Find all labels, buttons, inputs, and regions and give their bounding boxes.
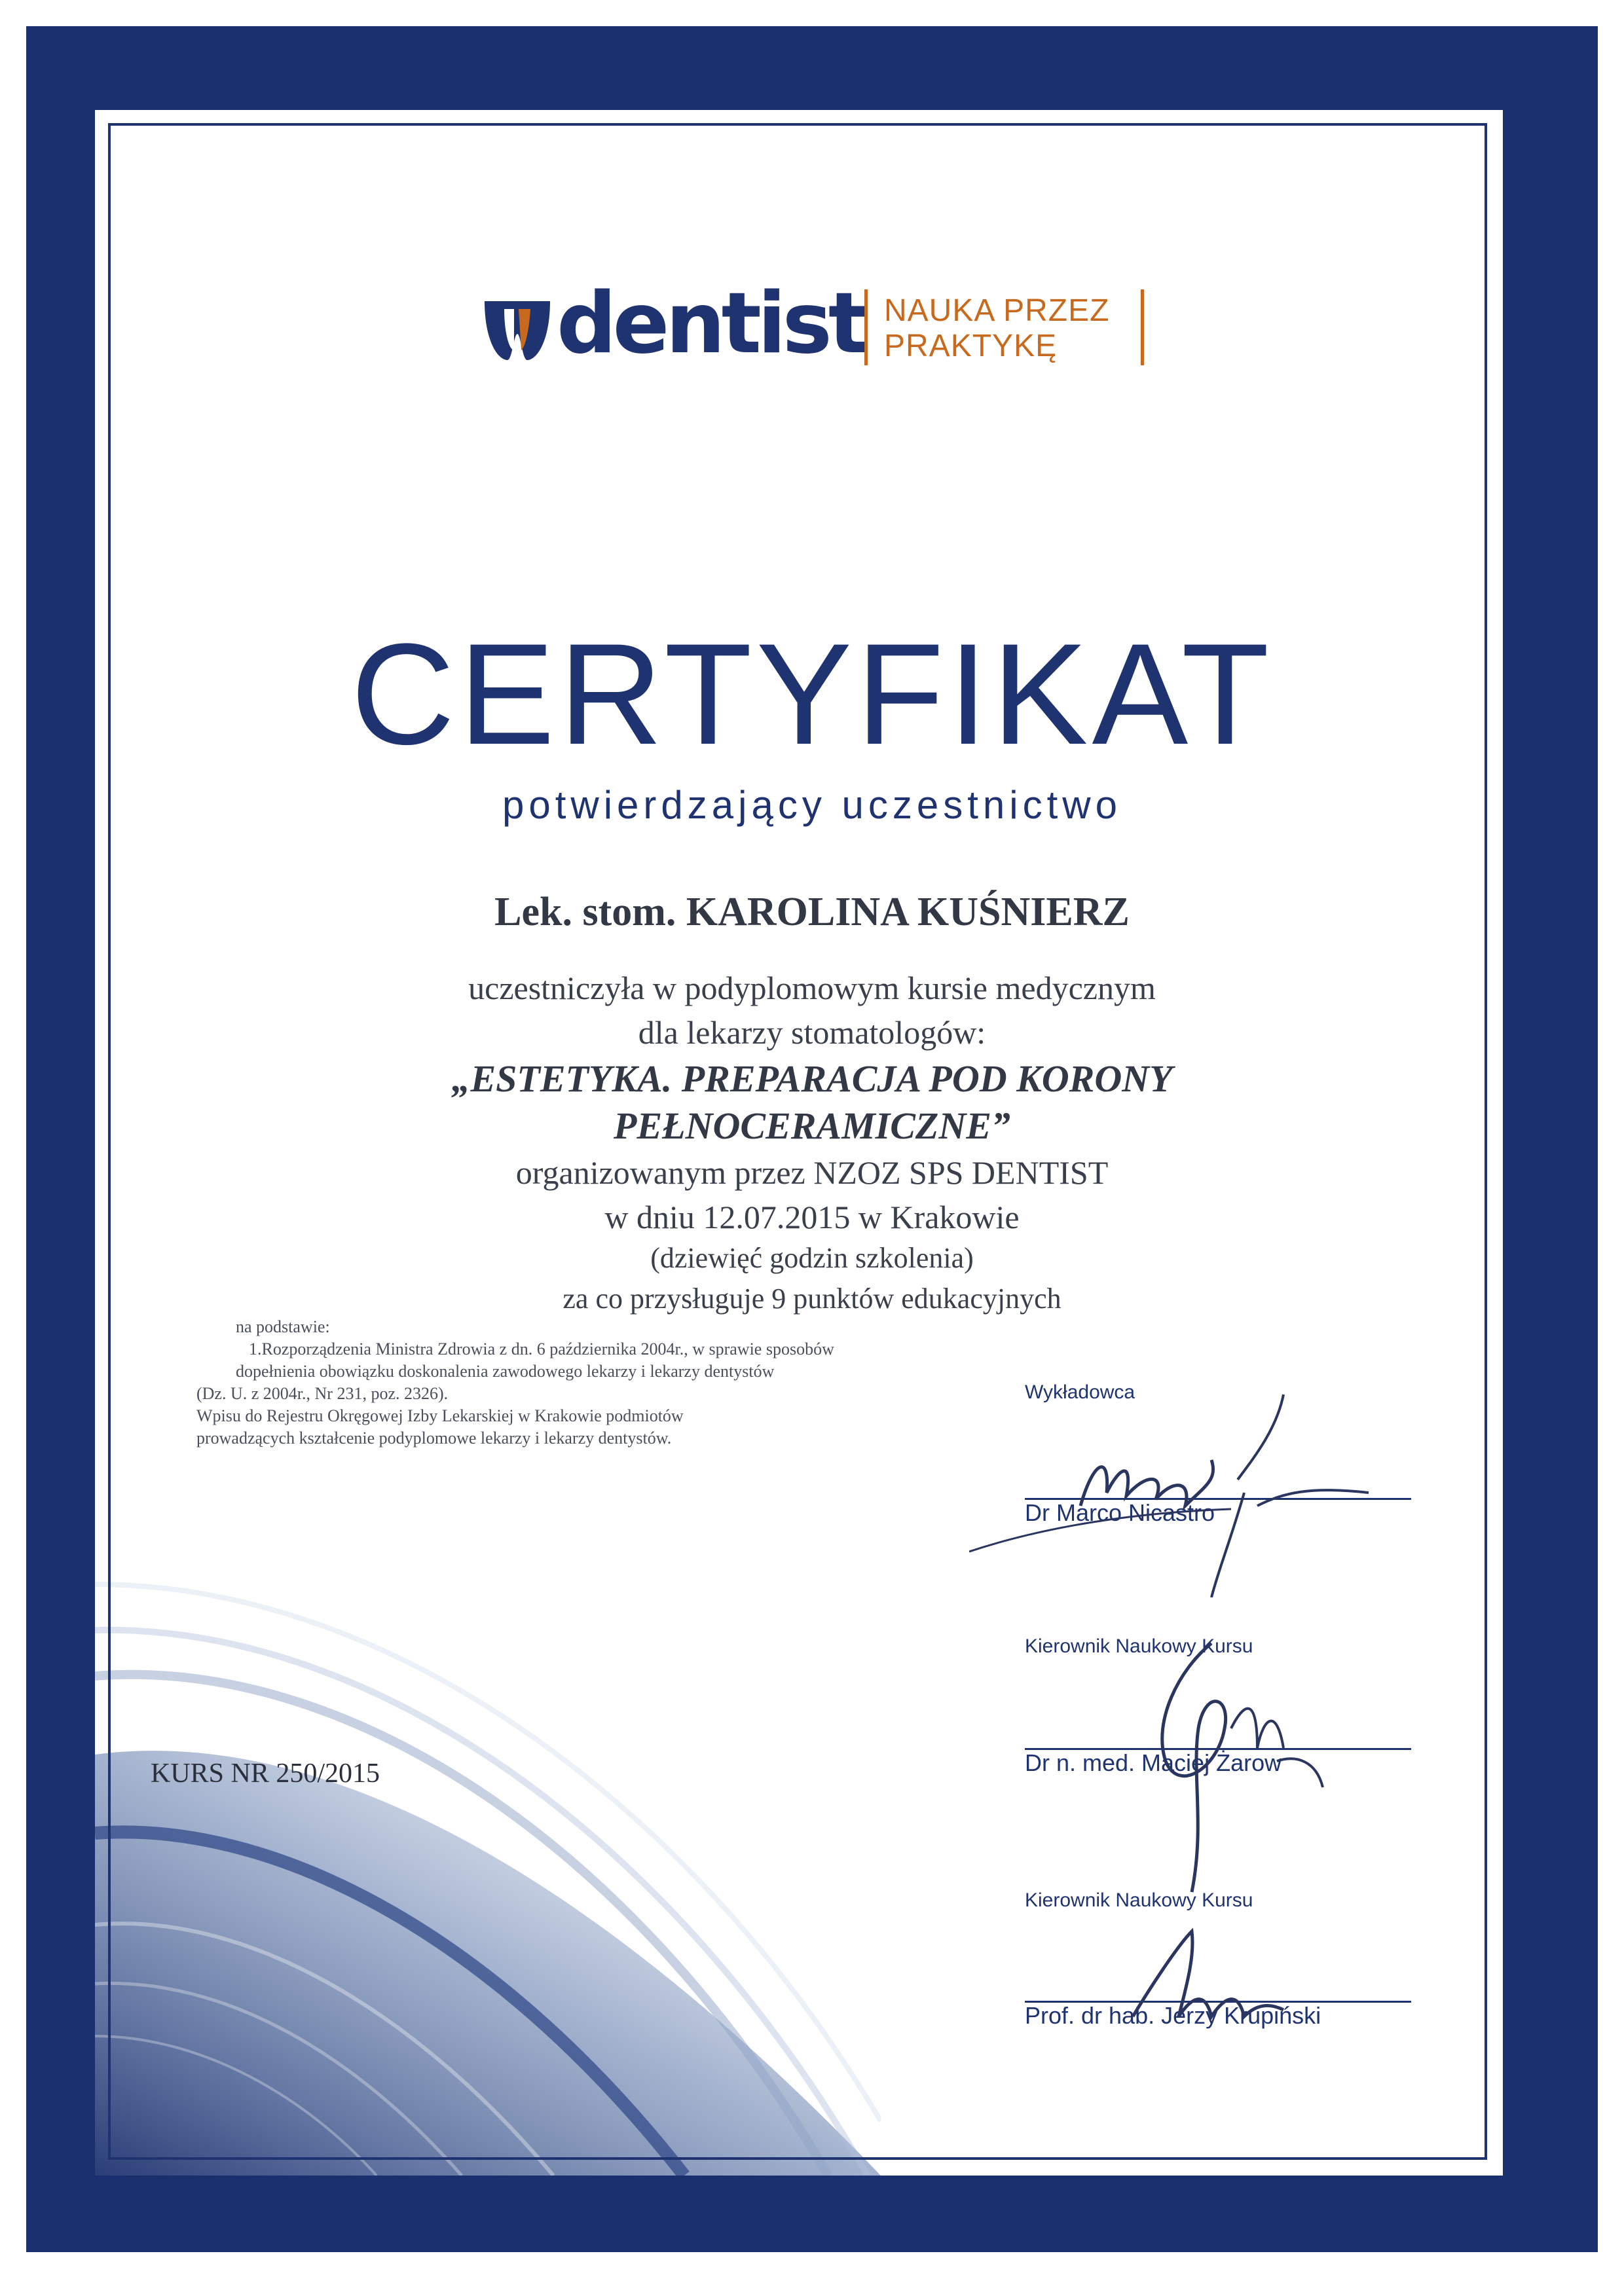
certificate-subtitle: potwierdzający uczestnictwo bbox=[502, 783, 1122, 827]
organizer-line: organizowanym przez NZOZ SPS DENTIST bbox=[515, 1154, 1109, 1191]
legal-basis-heading: na podstawie: bbox=[236, 1317, 330, 1336]
handwritten-signature-head-2 bbox=[1120, 1918, 1290, 2049]
decorative-swirl-graphic bbox=[95, 1558, 881, 2176]
date-place-line: w dniu 12.07.2015 w Krakowie bbox=[604, 1199, 1020, 1235]
points-line: za co przysługuje 9 punktów edukacyjnych bbox=[563, 1283, 1061, 1315]
course-number: KURS NR 250/2015 bbox=[151, 1758, 380, 1789]
signatory-name-lecturer: Dr Marco Nicastro bbox=[1025, 1499, 1215, 1526]
certificate-title: CERTYFIKAT bbox=[350, 613, 1274, 774]
logo-tagline bbox=[884, 293, 1109, 364]
handwritten-signature-lecturer bbox=[969, 1381, 1388, 1597]
course-title-line1: „ESTETYKA. PREPARACJA POD KORONY bbox=[451, 1057, 1173, 1100]
legal-basis-line: Wpisu do Rejestru Okręgowej Izby Lekarskiej w Krakowie podmiotów bbox=[196, 1406, 684, 1425]
participation-line: uczestniczyła w podyplomowym kursie medycznym bbox=[468, 970, 1156, 1006]
participant-name: Lek. stom. KAROLINA KUŚNIERZ bbox=[494, 890, 1130, 934]
logo-divider-right bbox=[1141, 289, 1144, 365]
signatory-name-head-2: Prof. dr hab. Jerzy Krupiński bbox=[1025, 2002, 1321, 2029]
legal-basis-line: 1.Rozporządzenia Ministra Zdrowia z dn. 6 października 2004r., w sprawie sposobów bbox=[249, 1339, 834, 1358]
legal-basis-line: dopełnienia obowiązku doskonalenia zawodowego lekarzy i lekarzy dentystów bbox=[236, 1362, 775, 1381]
legal-basis-line: (Dz. U. z 2004r., Nr 231, poz. 2326). bbox=[196, 1384, 449, 1403]
logo-tagline-line1: NAUKA PRZEZ bbox=[884, 293, 1110, 328]
tooth-logo-icon bbox=[478, 295, 557, 367]
legal-basis-line: prowadzących kształcenie podyplomowe lekarzy i lekarzy dentystów. bbox=[196, 1429, 672, 1448]
logo-divider-left bbox=[864, 289, 868, 365]
logo-tagline-line2: PRAKTYKĘ bbox=[884, 329, 1058, 363]
audience-line: dla lekarzy stomatologów: bbox=[638, 1014, 986, 1051]
signatory-role-head-2: Kierownik Naukowy Kursu bbox=[1025, 1889, 1253, 1911]
handwritten-signature-head-1 bbox=[1126, 1617, 1342, 1899]
signatory-name-head-1: Dr n. med. Maciej Żarow bbox=[1025, 1749, 1282, 1776]
course-title-line2: PEŁNOCERAMICZNE” bbox=[614, 1104, 1010, 1147]
hours-line: (dziewięć godzin szkolenia) bbox=[650, 1242, 974, 1274]
dentist-logo bbox=[478, 275, 1166, 373]
logo-wordmark: dentist bbox=[557, 275, 864, 373]
signatory-role-lecturer: Wykładowca bbox=[1025, 1381, 1135, 1403]
signatory-role-head-1: Kierownik Naukowy Kursu bbox=[1025, 1635, 1253, 1657]
